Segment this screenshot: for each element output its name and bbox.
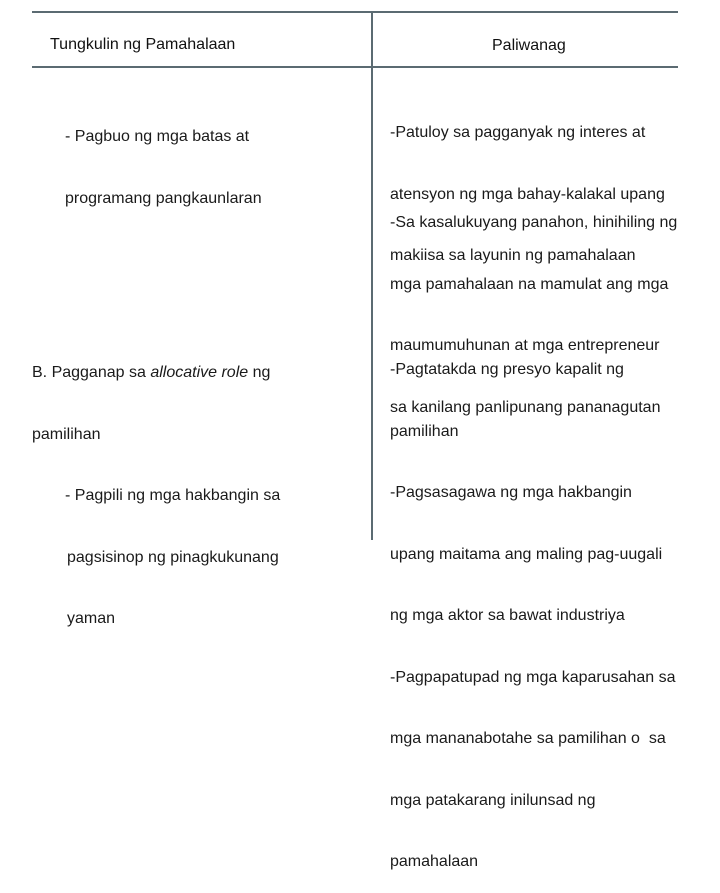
right-cell-3-line: -Pagpapatupad ng mga kaparusahan sa (390, 668, 676, 686)
right-cell-1-line: -Patuloy sa pagganyak ng interes at (390, 124, 646, 141)
table-column-divider (371, 11, 373, 540)
right-cell-3-line: pamilihan (390, 422, 459, 440)
table-top-border (32, 11, 678, 13)
right-cell-3 (390, 319, 676, 893)
right-cell-2-line: mga pamahalaan na mamulat ang mga (390, 275, 669, 293)
left-cell-2-title-prefix: B. Pagganap sa (32, 364, 151, 381)
right-cell-3-line: ng mga aktor sa bawat industriya (390, 607, 625, 624)
left-cell-2-title (32, 363, 280, 384)
left-cell-2-line: yaman (67, 610, 116, 627)
left-cell-1-line: - Pagbuo ng mga batas at (65, 128, 250, 145)
right-cell-2-line: sa kanilang panlipunang pananagutan (390, 398, 661, 416)
left-cell-2-line: - Pagpili ng mga hakbangin sa (65, 487, 281, 504)
left-cell-2-line: pagsisinop ng pinagkukunang (67, 548, 279, 566)
right-cell-2-line: -Sa kasalukuyang panahon, hinihiling ng (390, 214, 678, 231)
right-cell-3-line: -Pagsasagawa ng mga hakbangin (390, 484, 632, 501)
column-header-tungkulin: Tungkulin ng Pamahalaan (50, 36, 236, 53)
right-cell-1-line: makiisa sa layunin ng pamahalaan (390, 247, 636, 264)
right-cell-1-line: atensyon ng mga bahay-kalakal upang (390, 185, 665, 203)
right-cell-3-line: -Pagtatakda ng presyo kapalit ng (390, 361, 624, 378)
right-cell-3-line: mga patakarang inilunsad ng (390, 791, 596, 809)
right-cell-3-line: upang maitama ang maling pag-uugali (390, 545, 663, 563)
column-header-paliwanag: Paliwanag (492, 37, 566, 54)
table-header-divider (32, 66, 678, 68)
left-cell-2 (32, 322, 280, 650)
left-cell-2-line: pamilihan (32, 425, 101, 443)
left-cell-1 (65, 86, 262, 230)
left-cell-2-title-suffix: ng (248, 364, 271, 381)
right-cell-3-line: pamahalaan (390, 853, 479, 870)
allocative-role-term: allocative role (150, 364, 249, 381)
left-cell-1-line: programang pangkaunlaran (65, 189, 262, 207)
right-cell-3-line: mga mananabotahe sa pamilihan o sa (390, 730, 666, 747)
right-cell-2-line: maumumuhunan at mga entrepreneur (390, 337, 660, 354)
